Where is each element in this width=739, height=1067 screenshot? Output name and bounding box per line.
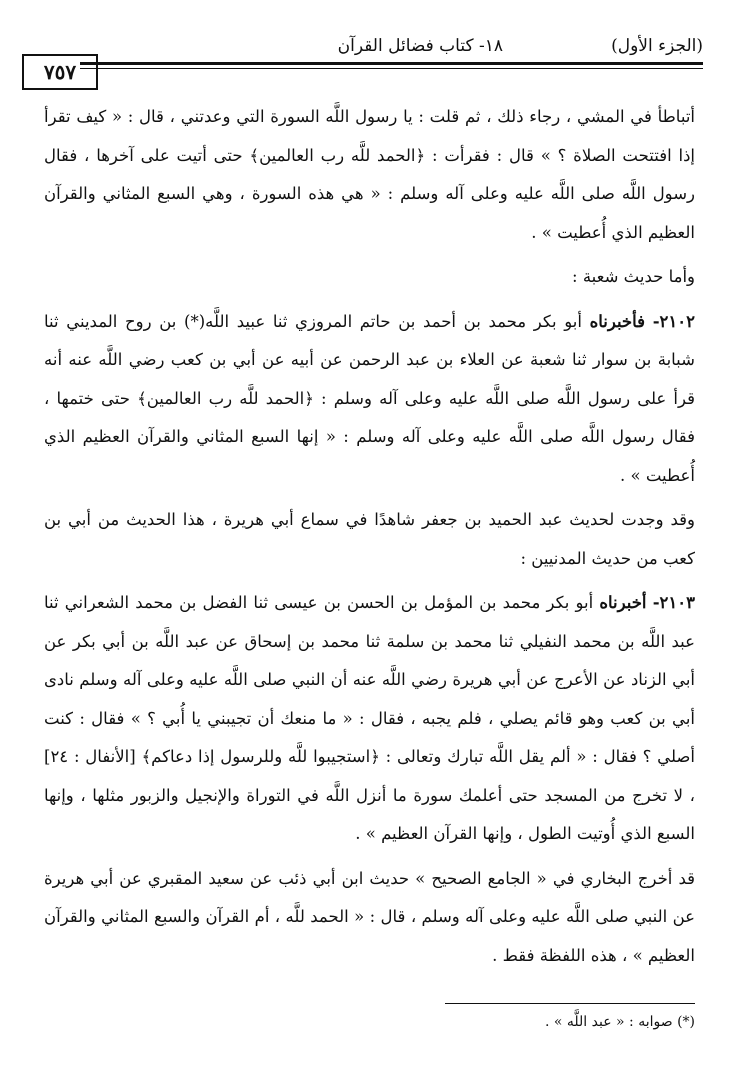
header-rule-thin (80, 68, 703, 69)
hadith-2102 (44, 303, 695, 496)
paragraph: وقد وجدت لحديث عبد الحميد بن جعفر شاهدًا في سماع أبي هريرة ، هذا الحديث من أبي بن كعب من حديث المدنيين : (44, 510, 695, 568)
hadith-2103 (44, 584, 695, 854)
chapter-title: ١٨- كتاب فضائل القرآن (337, 36, 503, 56)
paragraph: وأما حديث شعبة : (572, 267, 695, 286)
hadith-lead: فأخبرناه (589, 311, 646, 331)
header-rule-thick (80, 62, 703, 65)
hadith-number: ٢١٠٣- (652, 593, 695, 612)
volume-label: (الجزء الأول) (611, 36, 703, 56)
hadith-lead: أخبرناه (599, 593, 647, 612)
hadith-text: أبو بكر محمد بن المؤمل بن الحسن بن عيسى ثنا الفضل بن محمد الشعراني ثنا عبد اللَّه بن محمد النفيلي ثنا محمد بن سلمة ثنا محمد بن إسحاق عن عبد اللَّه بن أبي بكر عن أبي الزناد عن الأعرج عن أبي هريرة رضي اللَّه عنه أن النبي صلى اللَّه عليه وعلى آله وسلم نادى أبي بن كعب وهو قائم يصلي ، فلم يجبه ، فقال : « ما منعك أن تجيبني يا أُبي ؟ » فقال : كنت أصلي ؟ فقال : « ألم يقل اللَّه تبارك وتعالى : ﴿استجيبوا للَّه وللرسول إذا دعاكم﴾ [الأنفال : ٢٤] ، لا تخرج من المسجد حتى أعلمك سورة ما أنزل اللَّه في التوراة والإنجيل والزبور مثلها ، وإنها السبع الذي أُوتيت الطول ، وإنها القرآن العظيم » . (44, 593, 695, 843)
paragraph: قد أخرج البخاري في « الجامع الصحيح » حديث ابن أبي ذئب عن سعيد المقبري عن أبي هريرة عن النبي صلى اللَّه عليه وعلى آله وسلم ، قال : « الحمد للَّه ، أم القرآن والسبع المثاني والقرآن العظيم » ، هذه اللفظة فقط . (44, 868, 695, 965)
footnote: (*) صوابه : « عبد اللَّه » . (544, 1014, 695, 1030)
footnote-rule (445, 1003, 695, 1004)
main-text (44, 98, 695, 981)
page-number: ٧٥٧ (22, 54, 98, 90)
paragraph: أتباطأ في المشي ، رجاء ذلك ، ثم قلت : يا رسول اللَّه السورة التي وعدتني ، قال : « كيف تقرأ إذا افتتحت الصلاة ؟ » قال : فقرأت : ﴿الحمد للَّه رب العالمين﴾ حتى أتيت على آخرها ، فقال رسول اللَّه صلى اللَّه عليه وعلى آله وسلم : « هي هذه السورة ، وهي السبع المثاني والقرآن العظيم الذي أُعطيت » . (44, 107, 695, 242)
hadith-text: أبو بكر محمد بن أحمد بن حاتم المروزي ثنا عبيد اللَّه(*) بن روح المديني ثنا شبابة بن سوار ثنا شعبة عن العلاء بن عبد الرحمن عن أبيه عن أبي بن كعب رضي اللَّه عنه أنه قرأ على رسول اللَّه صلى اللَّه عليه وعلى آله وسلم : ﴿الحمد للَّه رب العالمين﴾ حتى ختمها ، فقال رسول اللَّه صلى اللَّه عليه وعلى آله وسلم : « إنها السبع المثاني والقرآن العظيم الذي أُعطيت » . (44, 311, 695, 485)
hadith-number: ٢١٠٢- (652, 311, 695, 331)
